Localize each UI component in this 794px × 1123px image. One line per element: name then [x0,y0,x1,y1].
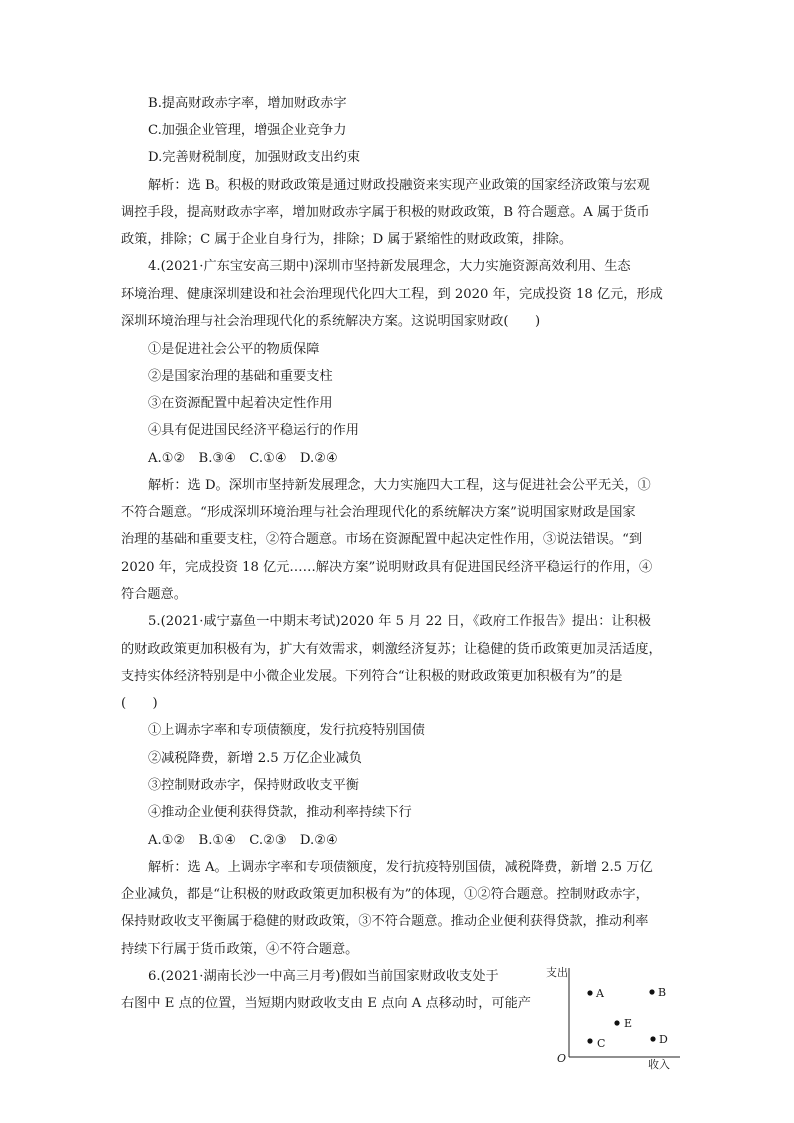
q5-analysis-line: 解析：选 A。上调赤字率和专项债额度，发行抗疫特别国债，减税降费，新增 2.5 万亿 [148,860,653,875]
q5-choices: A.①② B.①④ C.②③ D.②④ [148,833,338,848]
point-a-label: A [596,987,604,1000]
q5-item: ④推动企业便利获得贷款，推动利率持续下行 [148,805,412,820]
q4-stem-line: 环境治理、健康深圳建设和社会治理现代化四大工程，到 2020 年，完成投资 18 亿元，形成 [121,287,663,302]
q4-analysis-line: 2020 年，完成投资 18 亿元……解决方案”说明财政具有促进国民经济平稳运行的作用，④ [121,560,653,575]
origin-label: O [557,1052,567,1065]
q5-stem-line: 支持实体经济特别是中小微企业发展。下列符合“让积极的财政政策更加积极有为”的是 [121,669,623,684]
point-d-marker [650,1036,655,1041]
q4-item: ①是促进社会公平的物质保障 [148,342,320,357]
q5-stem-line: ( ) [121,696,158,711]
q3-option-d: D.完善财税制度，加强财政支出约束 [148,150,361,165]
q4-item: ④具有促进国民经济平稳运行的作用 [148,423,359,438]
q3-analysis-line: 政策，排除；C 属于企业自身行为，排除；D 属于紧缩性的财政政策，排除。 [121,232,573,247]
q6-stem-line: 6.(2021·湖南长沙一中高三月考)假如当前国家财政收支处于 [148,969,499,984]
q4-analysis-line: 不符合题意。“形成深圳环境治理与社会治理现代化的系统解决方案”说明国家财政是国家 [121,505,636,520]
point-b-label: B [658,986,667,999]
q3-analysis-line: 解析：选 B。积极的财政政策是通过财政投融资来实现产业政策的国家经济政策与宏观 [148,178,650,193]
q5-item: ①上调赤字率和专项债额度，发行抗疫特别国债 [148,723,425,738]
q4-stem-line: 深圳环境治理与社会治理现代化的系统解决方案。这说明国家财政( ) [121,314,541,329]
point-e-marker [614,1020,619,1025]
q3-option-c: C.加强企业管理，增强企业竞争力 [148,123,347,138]
q6-stem-line: 右图中 E 点的位置，当短期内财政收支由 E 点向 A 点移动时，可能产 [121,996,531,1011]
q5-stem-line: 5.(2021·咸宁嘉鱼一中期末考试)2020 年 5 月 22 日，《政府工作报告》提出：让积极 [148,614,651,629]
q3-analysis-line: 调控手段，提高财政赤字率，增加财政赤字属于积极的财政政策，B 符合题意。A 属于货币 [121,205,650,220]
q5-stem-line: 的财政政策更加积极有为，扩大有效需求，刺激经济复苏；让稳健的货币政策更加灵活适度， [121,642,662,657]
point-c-label: C [597,1037,606,1050]
q4-stem-line: 4.(2021·广东宝安高三期中)深圳市坚持新发展理念，大力实施资源高效利用、生态 [148,259,631,274]
q4-analysis-line: 治理的基础和重要支柱，②符合题意。市场在资源配置中起决定性作用，③说法错误。“到 [121,532,643,547]
q5-analysis-line: 企业减负，都是“让积极的财政政策更加积极有为”的体现，①②符合题意。控制财政赤字， [121,887,649,902]
q4-item: ②是国家治理的基础和重要支柱 [148,369,333,384]
revenue-expenditure-diagram [540,960,690,1075]
y-axis-label: 支出 [546,966,568,979]
q4-choices: A.①② B.③④ C.①④ D.②④ [148,451,338,466]
point-c-marker [587,1038,592,1043]
q3-option-b: B.提高财政赤字率，增加财政赤字 [148,96,347,111]
q5-item: ②减税降费，新增 2.5 万亿企业减负 [148,751,362,766]
q5-analysis-line: 保持财政收支平衡属于稳健的财政政策，③不符合题意。推动企业便利获得贷款，推动利率 [121,914,649,929]
point-e-label: E [624,1017,633,1030]
q4-analysis-line: 符合题意。 [121,587,187,602]
q5-item: ③控制财政赤字，保持财政收支平衡 [148,778,359,793]
q4-analysis-line: 解析：选 D。深圳市坚持新发展理念，大力实施四大工程，这与促进社会公平无关，① [148,478,651,493]
point-a-marker [587,990,592,995]
x-axis-label: 收入 [648,1058,670,1071]
q4-item: ③在资源配置中起着决定性作用 [148,396,333,411]
q5-analysis-line: 持续下行属于货币政策，④不符合题意。 [121,942,359,957]
point-d-label: D [659,1033,668,1046]
point-b-marker [649,989,654,994]
